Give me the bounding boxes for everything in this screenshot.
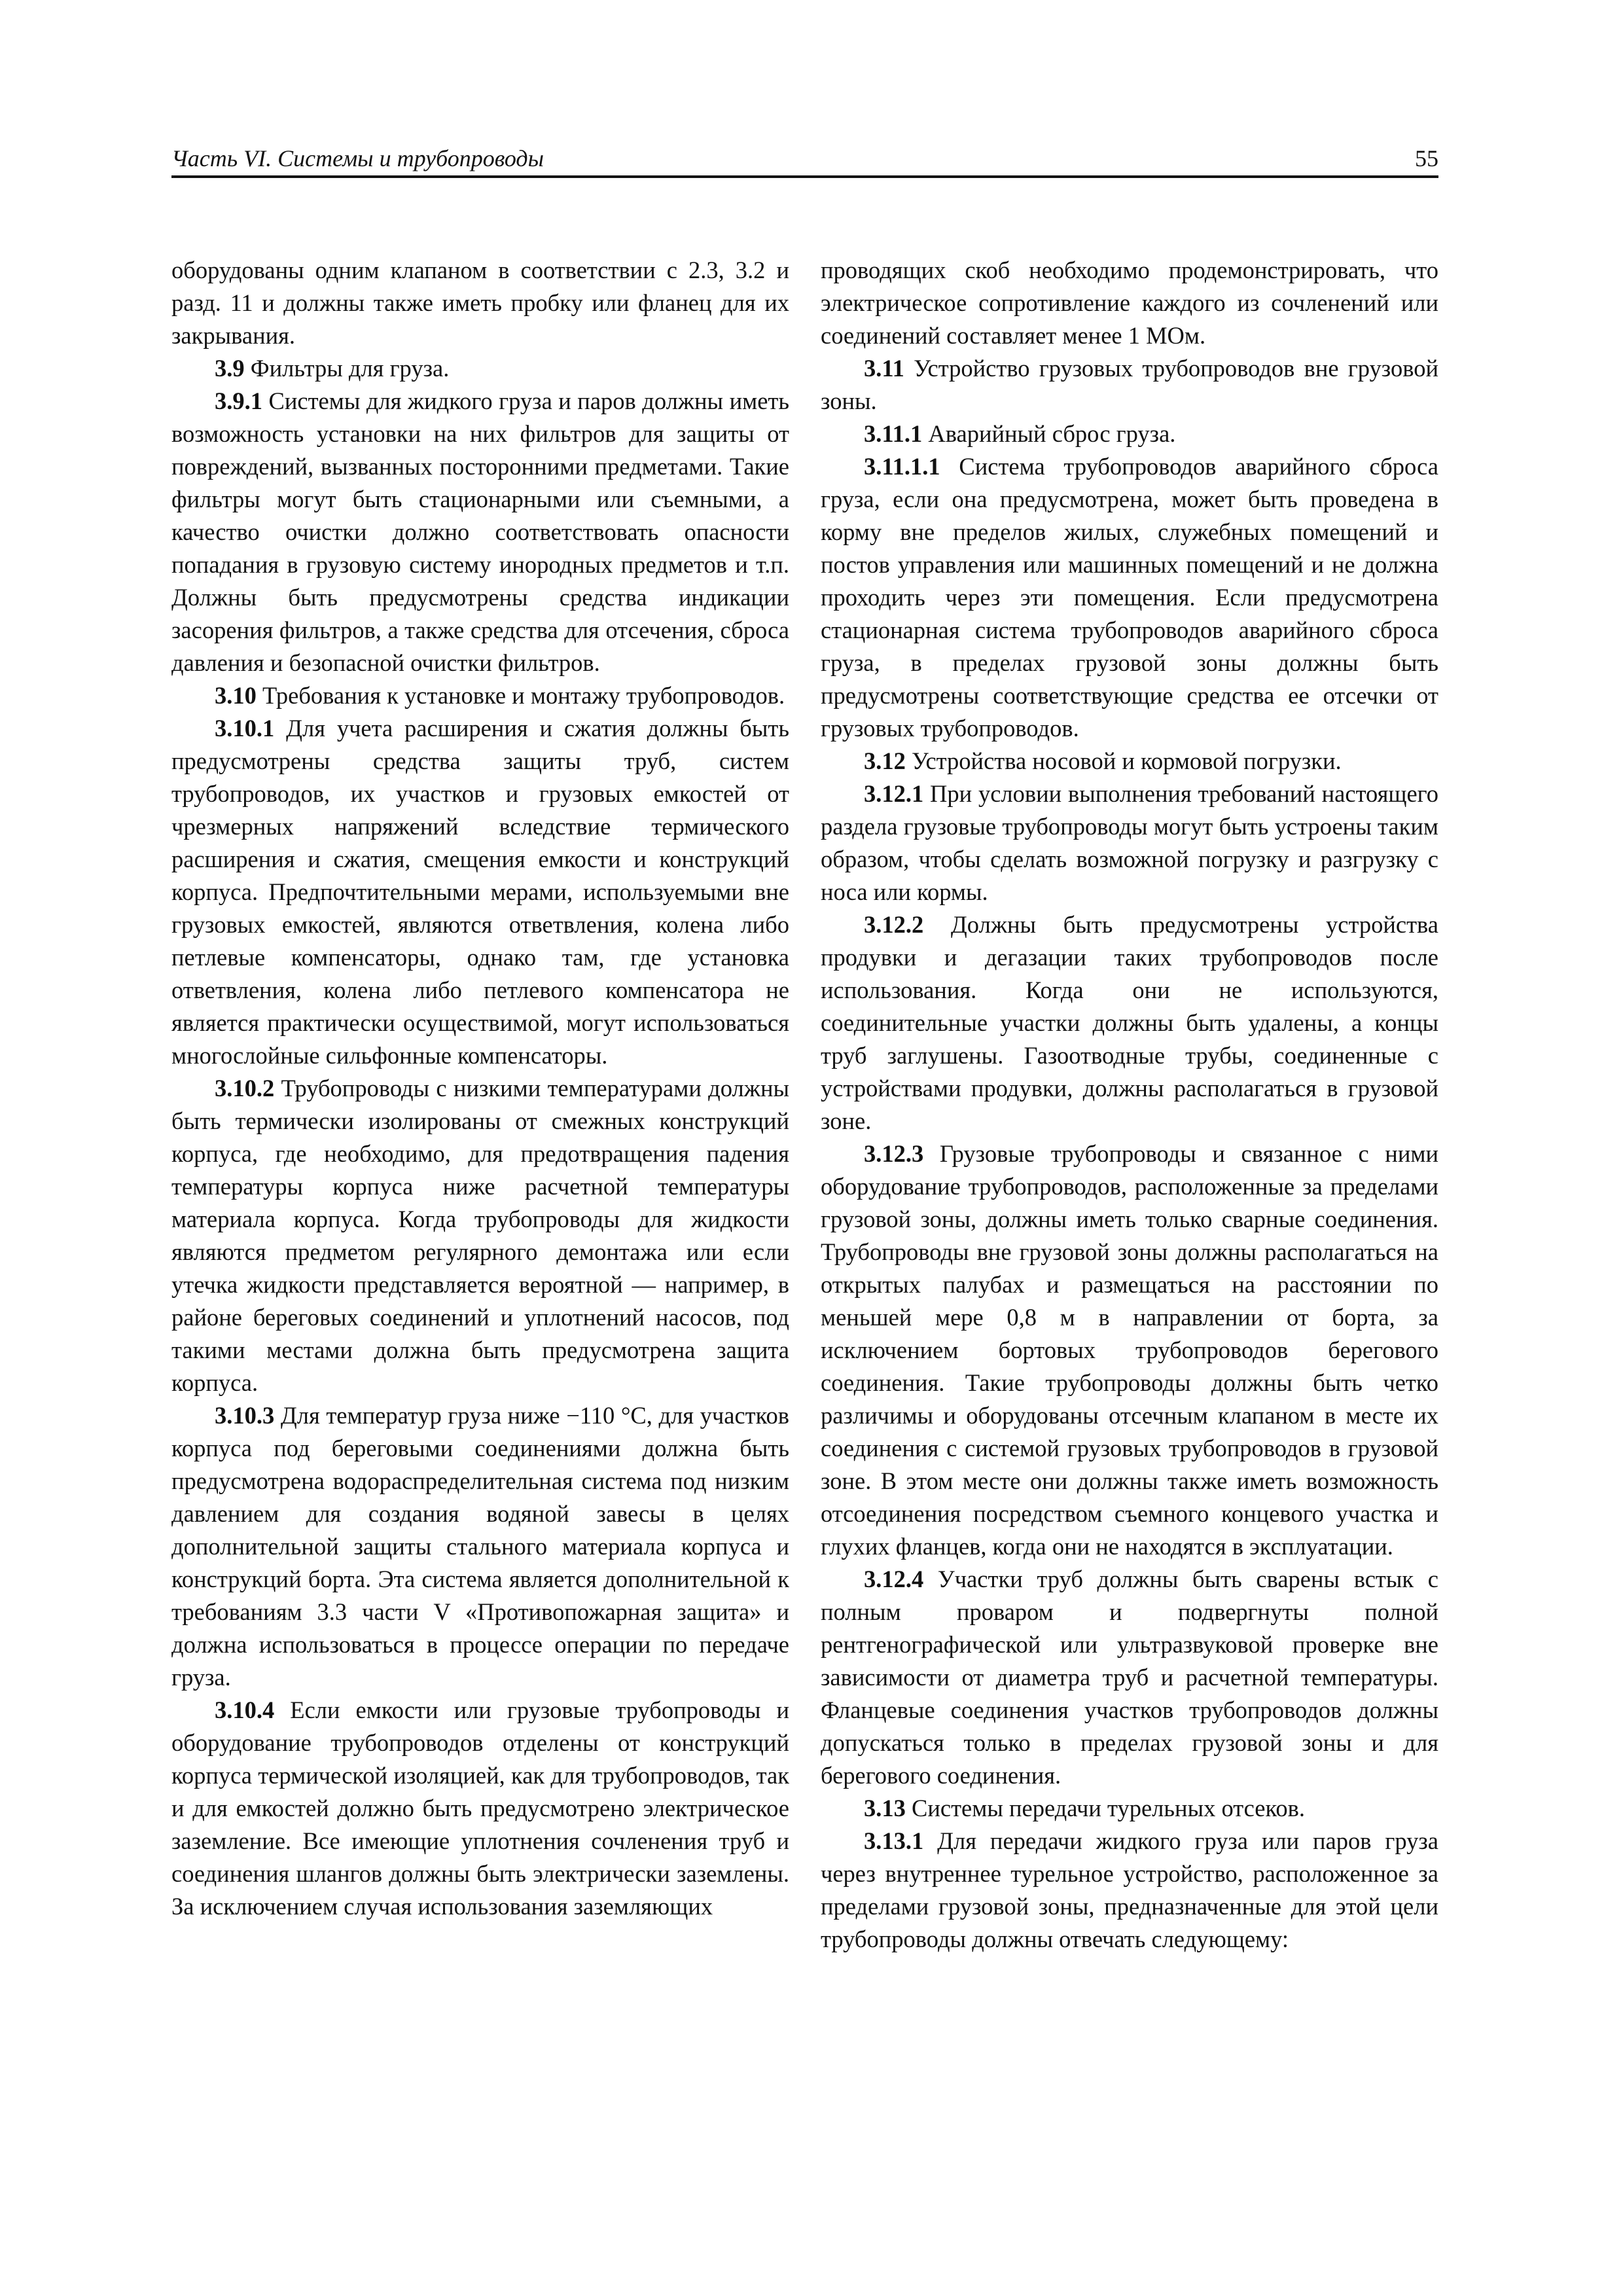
paragraph bbox=[821, 1825, 1438, 1956]
paragraph-text: Грузовые трубопроводы и связанное с ними оборудование трубопроводов, расположенные за пределами грузовой зоны, должны иметь только сварные соединения. Трубопроводы вне грузовой зоны должны располагаться на открытых палубах и размещаться на расстоянии по меньшей мере 0,8 м в направлении от борта, за исключением бортовых трубопроводов берегового соединения. Такие трубопроводы должны быть четко различимы и оборудованы отсечным клапаном в месте их соединения с системой грузовых трубопроводов в грузовой зоне. В этом месте они должны также иметь возможность отсоединения посредством съемного концевого участка и глухих фланцев, когда они не находятся в эксплуатации. bbox=[821, 1140, 1438, 1560]
running-header-title: Часть VI. Системы и трубопроводы bbox=[171, 145, 544, 171]
paragraph bbox=[821, 352, 1438, 418]
paragraph-text: Для учета расширения и сжатия должны быть предусмотрены средства защиты труб, систем трубопроводов, их участков и грузовых емкостей от чрезмерных напряжений вследствие термического расширения и сжатия, смещения емкости и конструкций корпуса. Предпочтительными мерами, используемыми вне грузовых емкостей, являются ответвления, колена либо петлевые компенсаторы, однако там, где установка ответвления, колена либо петлевого компенсатора не является практически осуществимой, могут использоваться многослойные сильфонные компенсаторы. bbox=[171, 715, 789, 1069]
section-number: 3.12.2 bbox=[864, 911, 924, 938]
paragraph bbox=[171, 1694, 789, 1923]
paragraph-text: Для температур груза ниже −110 °C, для участков корпуса под береговыми соединениями должна быть предусмотрена водораспределительная система под низким давлением для создания водяной завесы в целях дополнительной защиты стального материала корпуса и конструкций борта. Эта система является дополнительной к требованиям 3.3 части V «Противопожарная защита» и должна использоваться в процессе операции по передаче груза. bbox=[171, 1402, 789, 1691]
paragraph bbox=[171, 1072, 789, 1399]
paragraph bbox=[821, 450, 1438, 745]
section-number: 3.12.4 bbox=[864, 1566, 924, 1592]
page-number: 55 bbox=[1415, 145, 1438, 171]
paragraph-text: Аварийный сброс груза. bbox=[922, 420, 1176, 447]
section-number: 3.12.3 bbox=[864, 1140, 924, 1167]
section-number: 3.10.3 bbox=[215, 1402, 275, 1429]
section-number: 3.13 bbox=[864, 1795, 906, 1821]
paragraph-text: Если емкости или грузовые трубопроводы и оборудование трубопроводов отделены от конструкций корпуса термической изоляцией, как для трубопроводов, так и для емкостей должно быть предусмотрено электрическое заземление. Все имеющие уплотнения сочленения труб и соединения шлангов должны быть электрически заземлены. За исключением случая использования заземляющих bbox=[171, 1696, 789, 1920]
paragraph-text: Системы передачи турельных отсеков. bbox=[905, 1795, 1305, 1821]
paragraph-text: Системы для жидкого груза и паров должны иметь возможность установки на них фильтров для защиты от повреждений, вызванных посторонними предметами. Такие фильтры могут быть стационарными или съемными, а качество очистки должно соответствовать опасности попадания в грузовую систему инородных предметов и т.п. Должны быть предусмотрены средства индикации засорения фильтров, а также средства для отсечения, сброса давления и безопасной очистки фильтров. bbox=[171, 387, 789, 676]
section-number: 3.11.1 bbox=[864, 420, 923, 447]
left-column bbox=[171, 254, 789, 1923]
paragraph bbox=[171, 679, 789, 712]
paragraph bbox=[821, 908, 1438, 1138]
section-number: 3.9 bbox=[215, 355, 245, 382]
paragraph bbox=[171, 352, 789, 385]
paragraph-text: Для передачи жидкого груза или паров груза через внутреннее турельное устройство, расположенное за пределами грузовой зоны, предназначенные для этой цели трубопроводы должны отвечать следующему: bbox=[821, 1827, 1438, 1952]
paragraph-text: Участки труб должны быть сварены встык с полным проваром и подвергнуты полной рентгенографической или ультразвуковой проверке вне зависимости от диаметра труб и расчетной температуры. Фланцевые соединения участков трубопроводов должны допускаться только в пределах грузовой зоны и для берегового соединения. bbox=[821, 1566, 1438, 1789]
paragraph bbox=[821, 745, 1438, 778]
paragraph bbox=[821, 1792, 1438, 1825]
paragraph bbox=[171, 1399, 789, 1694]
section-number: 3.10.1 bbox=[215, 715, 275, 742]
paragraph bbox=[821, 254, 1438, 352]
paragraph bbox=[171, 254, 789, 352]
section-number: 3.10.4 bbox=[215, 1696, 275, 1723]
header-divider bbox=[171, 175, 1438, 178]
right-column bbox=[821, 254, 1438, 1956]
paragraph-text: Система трубопроводов аварийного сброса груза, если она предусмотрена, может быть проведена в корму вне пределов жилых, служебных помещений и постов управления или машинных помещений и не должна проходить через эти помещения. Если предусмотрена стационарная система трубопроводов аварийного сброса груза, в пределах грузовой зоны должны быть предусмотрены соответствующие средства ее отсечки от грузовых трубопроводов. bbox=[821, 453, 1438, 742]
section-number: 3.10.2 bbox=[215, 1075, 275, 1102]
section-number: 3.10 bbox=[215, 682, 257, 709]
paragraph bbox=[821, 778, 1438, 908]
section-number: 3.11 bbox=[864, 355, 904, 382]
paragraph bbox=[821, 1138, 1438, 1563]
paragraph-text: Трубопроводы с низкими температурами должны быть термически изолированы от смежных конструкций корпуса, где необходимо, для предотвращения падения температуры корпуса ниже расчетной температуры материала корпуса. Когда трубопроводы для жидкости являются предметом регулярного демонтажа или если утечка жидкости представляется вероятной — например, в районе береговых соединений и уплотнений насосов, под такими местами должна быть предусмотрена защита корпуса. bbox=[171, 1075, 789, 1396]
section-number: 3.12.1 bbox=[864, 780, 924, 807]
paragraph-text: оборудованы одним клапаном в соответствии с 2.3, 3.2 и разд. 11 и должны также иметь пробку или фланец для их закрывания. bbox=[171, 257, 789, 349]
section-number: 3.13.1 bbox=[864, 1827, 924, 1854]
section-number: 3.11.1.1 bbox=[864, 453, 940, 480]
paragraph bbox=[171, 385, 789, 679]
paragraph-text: Устройство грузовых трубопроводов вне грузовой зоны. bbox=[821, 355, 1438, 414]
paragraph bbox=[821, 418, 1438, 450]
paragraph-text: Фильтры для груза. bbox=[244, 355, 450, 382]
paragraph bbox=[821, 1563, 1438, 1792]
section-number: 3.12 bbox=[864, 747, 906, 774]
paragraph-text: Должны быть предусмотрены устройства продувки и дегазации таких трубопроводов после использования. Когда они не используются, соединительные участки должны быть удалены, а концы труб заглушены. Газоотводные трубы, соединенные с устройствами продувки, должны располагаться в грузовой зоне. bbox=[821, 911, 1438, 1134]
paragraph bbox=[171, 712, 789, 1072]
running-header bbox=[171, 144, 1438, 177]
paragraph-text: При условии выполнения требований настоящего раздела грузовые трубопроводы могут быть устроены таким образом, чтобы сделать возможной погрузку и разгрузку с носа или кормы. bbox=[821, 780, 1438, 905]
section-number: 3.9.1 bbox=[215, 387, 262, 414]
paragraph-text: Устройства носовой и кормовой погрузки. bbox=[905, 747, 1342, 774]
paragraph-text: Требования к установке и монтажу трубопроводов. bbox=[256, 682, 785, 709]
paragraph-text: проводящих скоб необходимо продемонстрировать, что электрическое сопротивление каждого из сочленений или соединений составляет менее 1 МОм. bbox=[821, 257, 1438, 349]
